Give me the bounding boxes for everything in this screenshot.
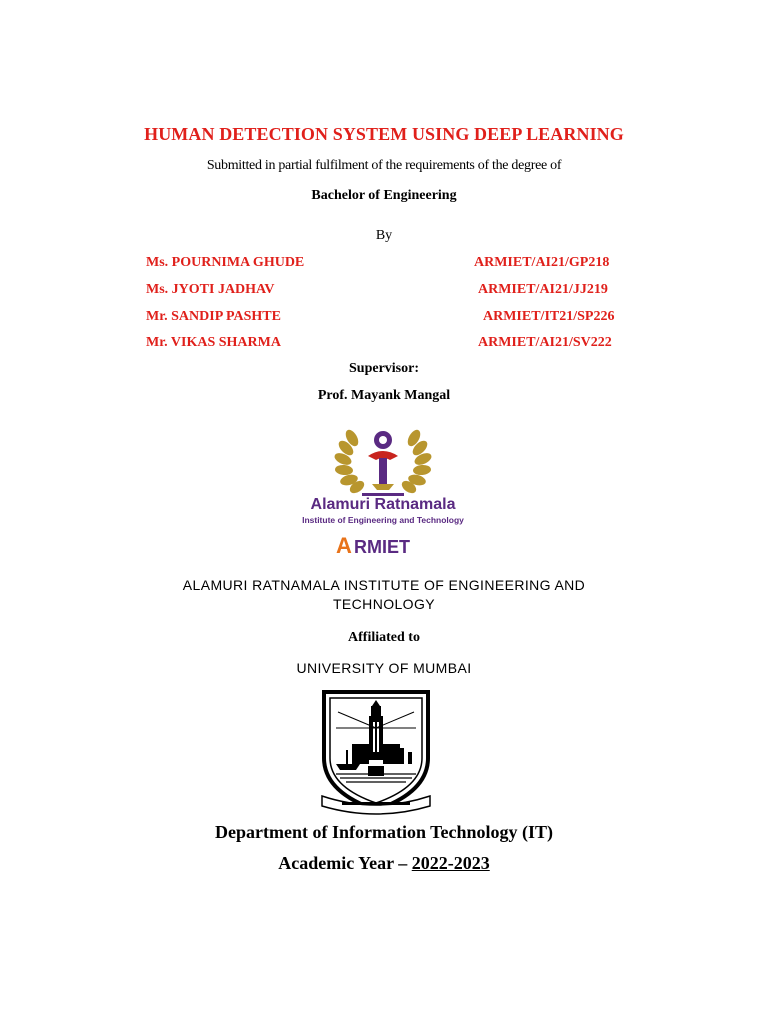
student-name: Ms. POURNIMA GHUDE bbox=[146, 255, 305, 270]
student-name: Ms. JYOTI JADHAV bbox=[146, 282, 275, 297]
supervisor-label: Supervisor: bbox=[349, 361, 419, 376]
student-id: ARMIET/AI21/SV222 bbox=[478, 335, 612, 350]
institute-emblem-icon bbox=[333, 428, 434, 496]
student-name: Mr. VIKAS SHARMA bbox=[146, 335, 281, 350]
armiet-letters: RMIET bbox=[354, 537, 410, 557]
submission-statement: Submitted in partial fulfilment of the requirements of the degree of bbox=[206, 158, 562, 173]
academic-year-value: 2022-2023 bbox=[411, 853, 490, 873]
student-name: Mr. SANDIP PASHTE bbox=[146, 309, 281, 324]
by-label: By bbox=[375, 228, 393, 243]
armiet-wordmark bbox=[336, 533, 410, 558]
institute-name: ALAMURI RATNAMALA INSTITUTE OF ENGINEERING AND TECHNOLOGY bbox=[182, 577, 586, 612]
student-id: ARMIET/AI21/JJ219 bbox=[478, 282, 608, 297]
supervisor-name: Prof. Mayank Mangal bbox=[317, 388, 451, 403]
university-logo bbox=[316, 688, 436, 816]
academic-year-label: Academic Year – bbox=[278, 853, 412, 873]
department-name: Department of Information Technology (IT) bbox=[215, 822, 553, 842]
academic-year bbox=[0, 853, 768, 874]
institute-logo-tagline: Institute of Engineering and Technology bbox=[302, 515, 464, 525]
university-crest-icon bbox=[322, 692, 430, 814]
university-name: UNIVERSITY OF MUMBAI bbox=[296, 660, 472, 676]
armiet-letter-a: A bbox=[336, 533, 352, 558]
institute-logo bbox=[292, 416, 474, 564]
student-id: ARMIET/IT21/SP226 bbox=[483, 309, 615, 324]
affiliation-label: Affiliated to bbox=[348, 630, 420, 645]
degree-name: Bachelor of Engineering bbox=[311, 188, 457, 203]
institute-logo-name: Alamuri Ratnamala bbox=[310, 496, 456, 513]
student-id: ARMIET/AI21/GP218 bbox=[474, 255, 610, 270]
project-title: HUMAN DETECTION SYSTEM USING DEEP LEARNING bbox=[144, 124, 624, 144]
